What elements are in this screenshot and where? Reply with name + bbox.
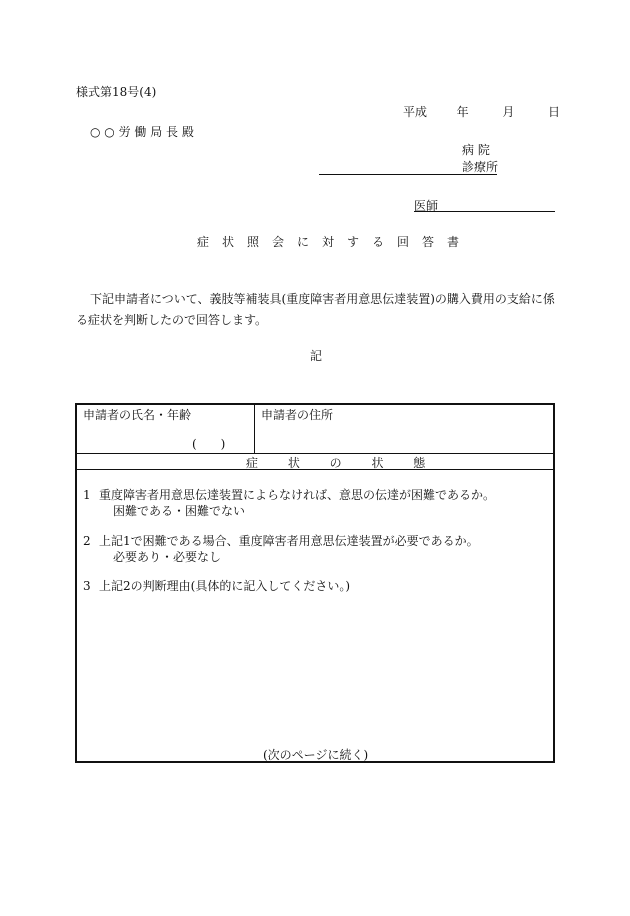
response-table	[75, 403, 555, 763]
doctor-label: 医師	[414, 199, 439, 213]
q2-options: 必要あり・必要なし	[113, 550, 222, 564]
date-era: 平成	[403, 105, 428, 119]
q1-text: 重度障害者用意思伝達装置によらなければ、意思の伝達が困難であるか。	[99, 488, 496, 502]
q2-text: 上記1で困難である場合、重度障害者用意思伝達装置が必要であるか。	[99, 534, 479, 548]
hospital-underline	[319, 174, 497, 175]
q3-text: 上記2の判断理由(具体的に記入してください。)	[99, 579, 350, 593]
form-number: 様式第18号(4)	[76, 85, 157, 99]
q1-number: 1	[83, 488, 91, 502]
table-vertical-divider	[254, 405, 255, 453]
hospital-line1: 病 院	[462, 143, 490, 157]
doctor-signature-line	[414, 211, 555, 212]
ki-heading: 記	[310, 349, 323, 363]
addressee: ○ ○ 労 働 局 長 殿	[90, 125, 194, 139]
date-line	[403, 106, 560, 118]
date-month: 月	[502, 105, 515, 119]
age-parens: ( )	[192, 437, 226, 451]
body-text-line1: 下記申請者について、義肢等補装具(重度障害者用意思伝達装置)の購入費用の支給に係	[90, 292, 555, 306]
body-text-line2: る症状を判断したので回答します。	[76, 313, 268, 327]
document-title: 症状照会に対する回答書	[197, 235, 473, 249]
applicant-name-age-label: 申請者の氏名・年齢	[83, 408, 192, 422]
date-day: 日	[548, 105, 561, 119]
applicant-address-label: 申請者の住所	[261, 408, 334, 422]
continued-note: (次のページに続く)	[263, 748, 369, 762]
table-divider-1	[77, 453, 553, 454]
q3-number: 3	[83, 579, 91, 593]
hospital-line2: 診療所	[462, 160, 499, 174]
q2-number: 2	[83, 534, 91, 548]
date-year: 年	[456, 105, 469, 119]
symptom-header: 症 状 の 状 態	[246, 456, 439, 470]
q1-options: 困難である・困難でない	[113, 504, 246, 518]
